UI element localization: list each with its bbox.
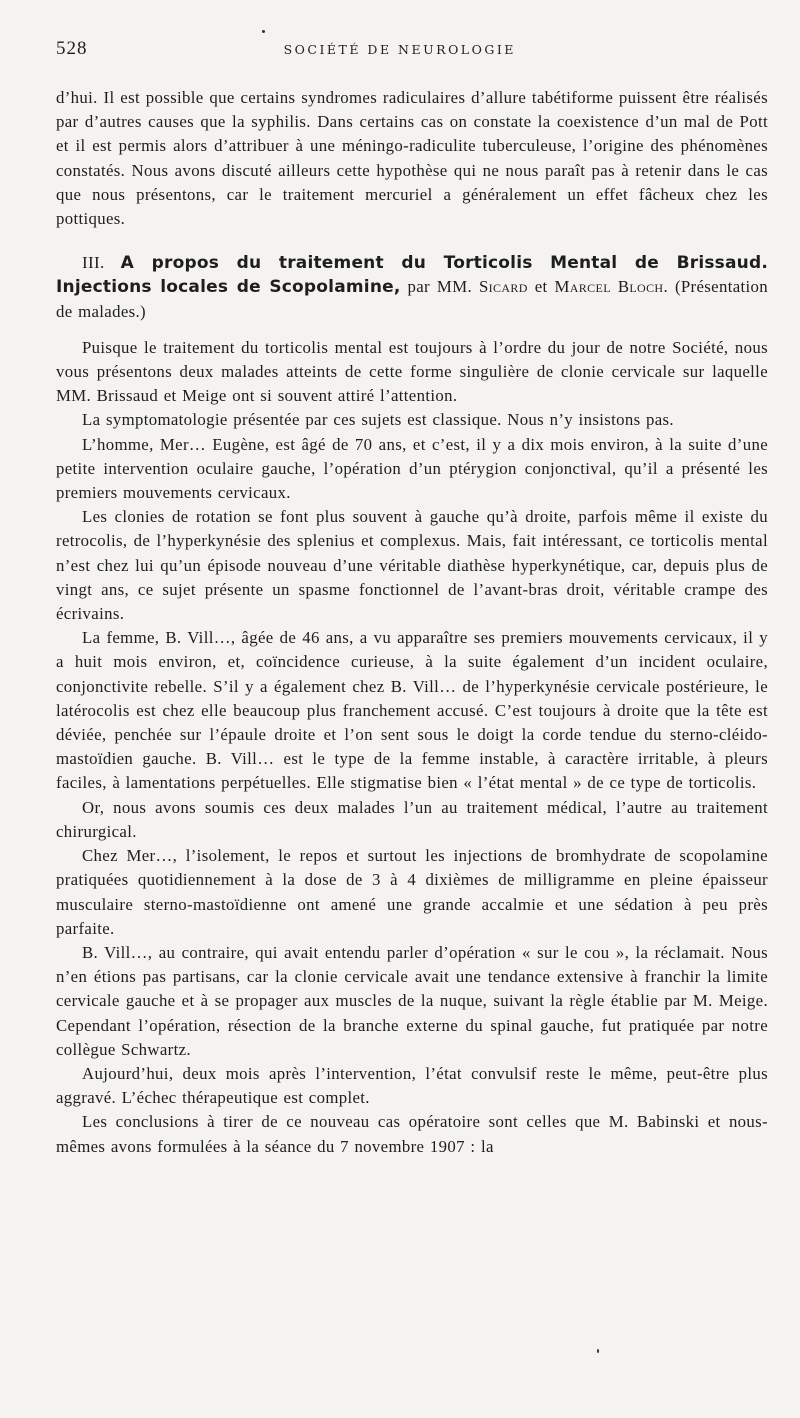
byline-suffix: . (Présentation de malades.) [56, 277, 769, 321]
paragraph: B. Vill…, au contraire, qui avait entendu parler d’opération « sur le cou », la réclamait. Nous n’en étions pas partisans, car la clonie cervicale avait une tendance extensive à franchir la limite cervicale gauche et à se propager aux muscles de la nuque, suivant la règle établie par M. Meige. Cependant l’opération, résection de la branche externe du spinal gauche, fut pratiquée par notre collègue Schwartz. [56, 942, 768, 1059]
document-page [56, 38, 768, 1159]
page-header [56, 38, 768, 72]
paragraph: Les clonies de rotation se font plus souvent à gauche qu’à droite, parfois même il existe du retrocolis, de l’hyperkynésie des splenius et complexus. Mais, fait intéressant, ce torticolis mental n’est chez lui qu’un épisode nouveau d’une véritable diathèse hyperkynétique, car, depuis plus de vingt ans, ce sujet présente un spasme fonctionnel de l’avant-bras droit, véritable crampe des écrivains. [56, 507, 768, 624]
section-heading [56, 251, 768, 324]
paragraph: Puisque le traitement du torticolis mental est toujours à l’ordre du jour de notre Société, nous vous présentons deux malades atteints de cette forme singulière de clonie cervicale sur laquelle MM. Brissaud et Meige ont si souvent attiré l’attention. [56, 337, 768, 406]
paragraph: Chez Mer…, l’isolement, le repos et surtout les injections de bromhydrate de scopolamine pratiquées quotidiennement à la dose de 3 à 4 dixièmes de milligramme en pleine épaisseur musculaire sterno-mastoïdienne ont amené une grande accalmie et une sédation à peu près parfaite. [56, 846, 768, 938]
page-number: 528 [56, 38, 88, 59]
print-speck [597, 1349, 599, 1353]
print-speck [262, 30, 265, 33]
section-title: A propos du traitement du Torticolis Mental de Brissaud. Injections locales de Scopolamine, [56, 253, 768, 298]
byline-prefix: par MM. [407, 277, 473, 297]
intro-paragraph: d’hui. Il est possible que certains syndromes radiculaires d’allure tabétiforme puissent être réalisés par d’autres causes que la syphilis. Dans certains cas on constate la coexistence d’un mal de Pott et il est permis alors d’attribuer à une méningo-radiculite tuberculeuse, l’origine des phénomènes constatés. Nous avons discuté ailleurs cette hypothèse qui ne nous paraît pas à retenir dans le cas que nous présentons, car le traitement mercuriel a généralement un effet fâcheux chez les pottiques. [56, 88, 768, 229]
running-head: SOCIÉTÉ DE NEUROLOGIE [283, 42, 516, 57]
author-sicard: Sicard [478, 277, 528, 297]
paragraph: Or, nous avons soumis ces deux malades l’un au traitement médical, l’autre au traitement chirurgical. [56, 797, 768, 841]
author-bloch: Marcel Bloch [554, 277, 664, 297]
paragraph: La symptomatologie présentée par ces sujets est classique. Nous n’y insistons pas. [82, 410, 674, 430]
paragraph: La femme, B. Vill…, âgée de 46 ans, a vu apparaître ses premiers mouvements cervicaux, il y a huit mois environ, et, coïncidence curieuse, à la suite également d’un incident oculaire, conjonctivite rebelle. S’il y a également chez B. Vill… de l’hyperkynésie cervicale postérieure, le latérocolis est chez elle beaucoup plus franchement accusé. C’est toujours à droite que la tête est déviée, penchée sur l’épaule droite et l’on sent sous le doigt la corde tendue du sterno-cléido-mastoïdien gauche. B. Vill… est le type de la femme instable, à caractère irritable, à pleurs faciles, à lamentations perpétuelles. Elle stigmatise bien « l’état mental » de ce type de torticolis. [56, 628, 768, 793]
paragraph: Aujourd’hui, deux mois après l’intervention, l’état convulsif reste le même, peut-être plus aggravé. L’échec thérapeutique est complet. [56, 1063, 768, 1108]
section-number: III. [82, 253, 105, 273]
byline-conjunction: et [534, 277, 548, 297]
paragraph: L’homme, Mer… Eugène, est âgé de 70 ans, et c’est, il y a dix mois environ, à la suite d’une petite intervention oculaire gauche, l’opération d’un ptérygion conjonctival, qu’il a présenté les premiers mouvements cervicaux. [56, 434, 768, 503]
paragraph: Les conclusions à tirer de ce nouveau cas opératoire sont celles que M. Babinski et nous-mêmes avons formulées à la séance du 7 novembre 1907 : la [56, 1112, 768, 1156]
